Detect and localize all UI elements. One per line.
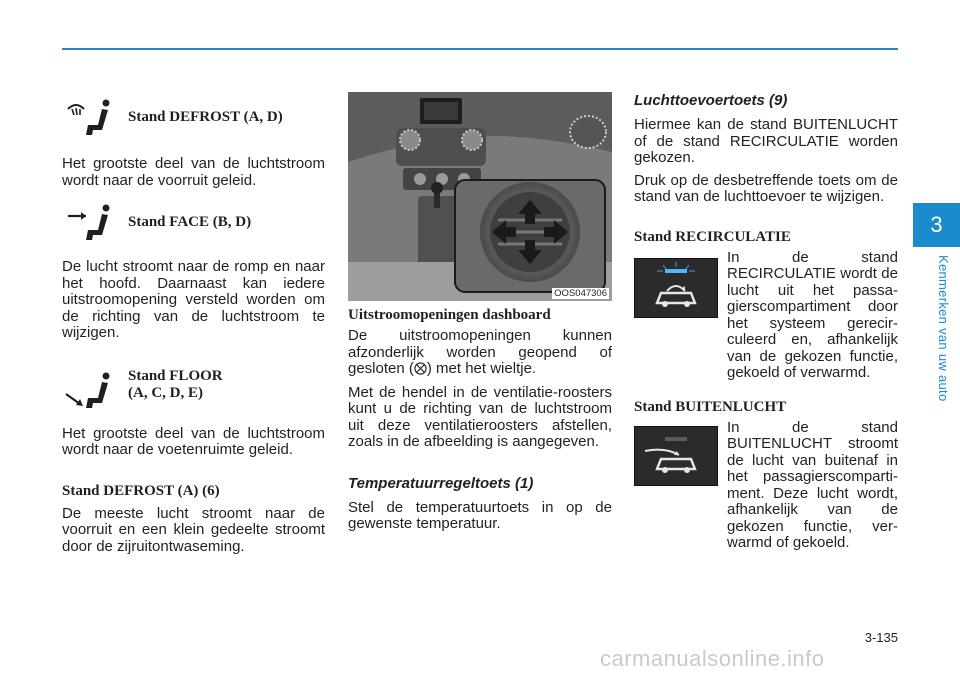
floor-mode-icon bbox=[62, 368, 118, 412]
intake-text-1: Hiermee kan de stand BUITENLUCHT of de stand RECIRCULATIE worden gekozen. bbox=[634, 116, 898, 166]
outside-air-button-icon bbox=[634, 426, 718, 486]
recirc-block bbox=[634, 250, 898, 382]
vents-text-1a: De uitstroomopeningen kunnen afzonderlijk worden geopend of gesloten ( bbox=[348, 327, 612, 377]
watermark-text: carmanualsonline.info bbox=[600, 646, 825, 671]
floor-label-line2: (A, C, D, E) bbox=[128, 384, 203, 401]
recirculation-button-icon bbox=[634, 258, 718, 318]
intake-heading: Luchttoevoertoets (9) bbox=[634, 92, 788, 109]
defrost-ad-label: Stand DEFROST (A, D) bbox=[128, 108, 283, 125]
closed-circle-icon bbox=[414, 362, 427, 375]
face-text: De lucht stroomt naar de romp en naar het hoofd. Daarnaast kan iedere uitstroomopening versteld worden om de richting van de luchtstroom te wijzigen. bbox=[62, 258, 325, 341]
vents-text-2: Met de hendel in de ventilatie-roosters kunt u de richting van de luchtstroom uit deze ventilatieroosters afstellen, zoals in de afbeelding is aangegeven. bbox=[348, 383, 612, 450]
vents-text-1b: ) met het wieltje. bbox=[426, 360, 537, 377]
header-rule bbox=[62, 48, 898, 50]
column-right bbox=[634, 92, 898, 552]
column-middle bbox=[348, 92, 612, 533]
face-label: Stand FACE (B, D) bbox=[128, 213, 252, 230]
outside-text: In de stand BUITENLUCHT stroomt de lucht van buitenaf in het passagierscomparti-ment. Deze lucht wordt, afhankelijk van de gekozen functie, ver-warmd of gekoeld. bbox=[727, 418, 898, 551]
temp-heading: Temperatuurregeltoets (1) bbox=[348, 474, 534, 492]
defrost-a6-text: De meeste lucht stroomt naar de voorruit en een klein gedeelte stroomt door de zijruitontwaseming. bbox=[62, 504, 325, 555]
dashboard-vent-photo bbox=[348, 92, 612, 301]
chapter-number-tab: 3 bbox=[913, 203, 960, 247]
defrost-a6-heading: Stand DEFROST (A) (6) bbox=[62, 482, 220, 499]
chapter-title: Kenmerken van uw auto bbox=[936, 255, 951, 402]
defrost-mode-icon bbox=[62, 95, 118, 139]
outside-block bbox=[634, 420, 898, 552]
vents-text-1 bbox=[348, 328, 612, 378]
face-mode-icon bbox=[62, 200, 118, 244]
floor-text: Het grootste deel van de luchtstroom wordt naar de voetenruimte geleid. bbox=[62, 424, 325, 458]
floor-label bbox=[128, 368, 223, 402]
mode-face bbox=[62, 195, 325, 249]
defrost-ad-text: Het grootste deel van de luchtstroom wordt naar de voorruit geleid. bbox=[62, 155, 325, 189]
temp-text: Stel de temperatuurtoets in op de gewenste temperatuur. bbox=[348, 498, 612, 532]
mode-floor bbox=[62, 356, 325, 414]
column-left bbox=[62, 90, 325, 555]
recirc-text: In de stand RECIRCULATIE wordt de lucht uit het passa-gierscompartiment door het systeem gerecir-culeerd en, afhankelijk van de gekozen functie, gekoeld of verwarmd. bbox=[727, 248, 898, 381]
intake-text-2: Druk op de desbetreffende toets om de stand van de luchttoevoer te wijzigen. bbox=[634, 171, 898, 205]
mode-defrost-ad bbox=[62, 90, 325, 144]
recirc-heading: Stand RECIRCULATIE bbox=[634, 228, 791, 245]
outside-heading: Stand BUITENLUCHT bbox=[634, 398, 787, 415]
page-number: 3-135 bbox=[864, 630, 898, 645]
photo-caption: OOS047306 bbox=[554, 288, 607, 299]
floor-label-line1: Stand FLOOR bbox=[128, 367, 223, 384]
vents-heading: Uitstroomopeningen dashboard bbox=[348, 307, 551, 323]
dashboard-illustration bbox=[348, 92, 612, 301]
